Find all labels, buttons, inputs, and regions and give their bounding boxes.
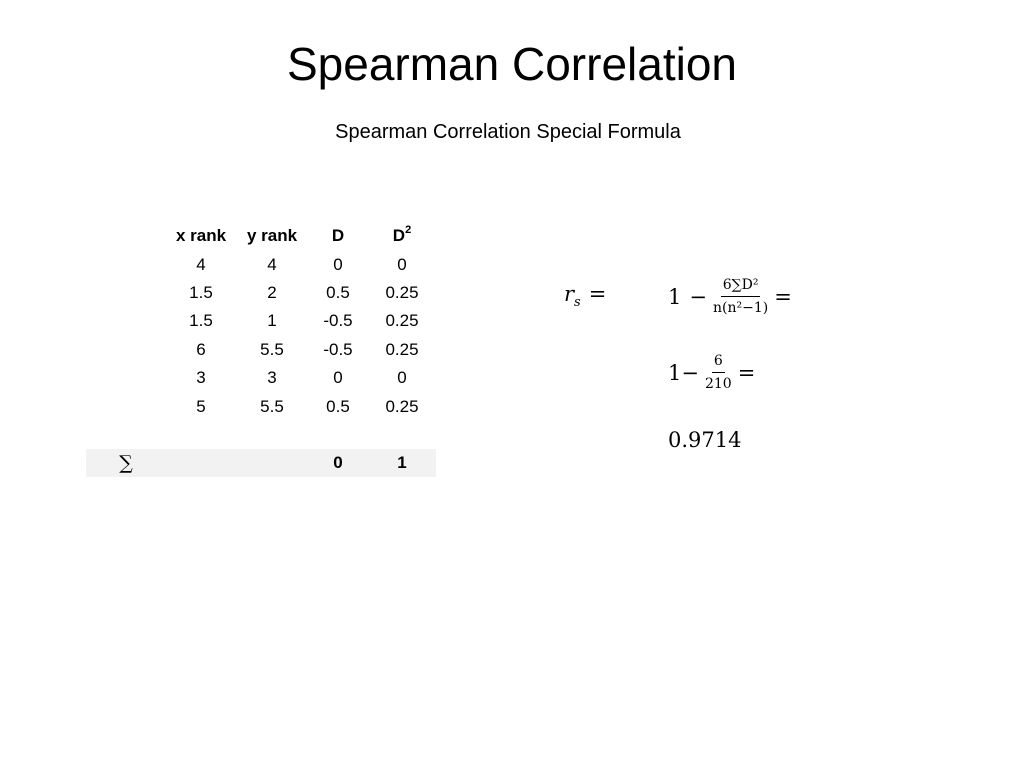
cell-d: 0.5 xyxy=(326,396,350,416)
cell-d: 0 xyxy=(333,368,343,388)
table-body xyxy=(86,250,436,420)
cell-x-rank: 5 xyxy=(196,396,206,416)
formula-one: 1 xyxy=(668,284,682,309)
header-y-rank: y rank xyxy=(246,226,298,246)
header-d-squared-exponent: 2 xyxy=(405,224,412,237)
cell-x-rank: 1.5 xyxy=(189,311,213,331)
table-row xyxy=(86,250,436,278)
fraction-denominator-2: 210 xyxy=(704,376,732,392)
cell-y-rank: 2 xyxy=(267,282,277,302)
slide-title: Spearman Correlation xyxy=(286,38,737,90)
formula-result: 0.9714 xyxy=(668,428,742,452)
cell-y-rank: 1 xyxy=(267,311,277,331)
cell-y-rank: 5.5 xyxy=(260,339,284,359)
formula-fraction-numeric xyxy=(705,352,732,393)
formula-line-1-equals: = xyxy=(774,284,792,309)
cell-x-rank: 6 xyxy=(196,339,206,359)
sum-d-squared: 1 xyxy=(397,453,407,473)
header-d-squared-base: D xyxy=(392,226,406,246)
formula-line-1 xyxy=(668,276,792,317)
formula-line-2 xyxy=(668,352,755,393)
header-d: D xyxy=(331,226,345,246)
rank-table xyxy=(86,222,436,477)
formula-lhs-equals: = xyxy=(588,282,607,306)
formula-lhs xyxy=(564,282,606,310)
formula-minus-2: − xyxy=(681,360,699,385)
fraction-numerator: 6∑D² xyxy=(721,276,761,297)
cell-d-squared: 0 xyxy=(397,368,407,388)
formula-line-2-equals: = xyxy=(737,360,756,385)
formula-one-2: 1 xyxy=(668,360,682,385)
table-blank-row xyxy=(86,421,436,449)
table-row xyxy=(86,279,436,307)
table-row xyxy=(86,336,436,364)
cell-d: 0 xyxy=(333,254,343,274)
sum-d: 0 xyxy=(333,453,343,473)
cell-x-rank: 1.5 xyxy=(189,282,213,302)
formula-fraction-general xyxy=(713,276,768,317)
cell-d: -0.5 xyxy=(323,311,353,331)
fraction-denominator: n(n²−1) xyxy=(712,300,769,316)
sum-symbol: ∑ xyxy=(119,452,133,475)
cell-d: -0.5 xyxy=(323,339,353,359)
slide-subtitle: Spearman Correlation Special Formula xyxy=(335,121,681,143)
cell-y-rank: 3 xyxy=(267,368,277,388)
sum-row xyxy=(86,449,436,477)
header-d-squared xyxy=(368,226,436,246)
cell-d-squared: 0 xyxy=(397,254,407,274)
table-row xyxy=(86,392,436,420)
cell-x-rank: 4 xyxy=(196,254,206,274)
table-header-row xyxy=(86,222,436,250)
formula-var-r: r xyxy=(564,282,575,306)
cell-d: 0.5 xyxy=(326,282,350,302)
formula-minus: − xyxy=(689,284,707,309)
cell-d-squared: 0.25 xyxy=(385,396,419,416)
header-x-rank: x rank xyxy=(175,226,227,246)
table-row xyxy=(86,307,436,335)
cell-x-rank: 3 xyxy=(196,368,206,388)
fraction-numerator-2: 6 xyxy=(712,352,725,373)
cell-y-rank: 5.5 xyxy=(260,396,284,416)
cell-d-squared: 0.25 xyxy=(385,311,419,331)
table-row xyxy=(86,364,436,392)
cell-d-squared: 0.25 xyxy=(385,339,419,359)
formula-sub-s: s xyxy=(574,295,581,311)
cell-y-rank: 4 xyxy=(267,254,277,274)
cell-d-squared: 0.25 xyxy=(385,282,419,302)
